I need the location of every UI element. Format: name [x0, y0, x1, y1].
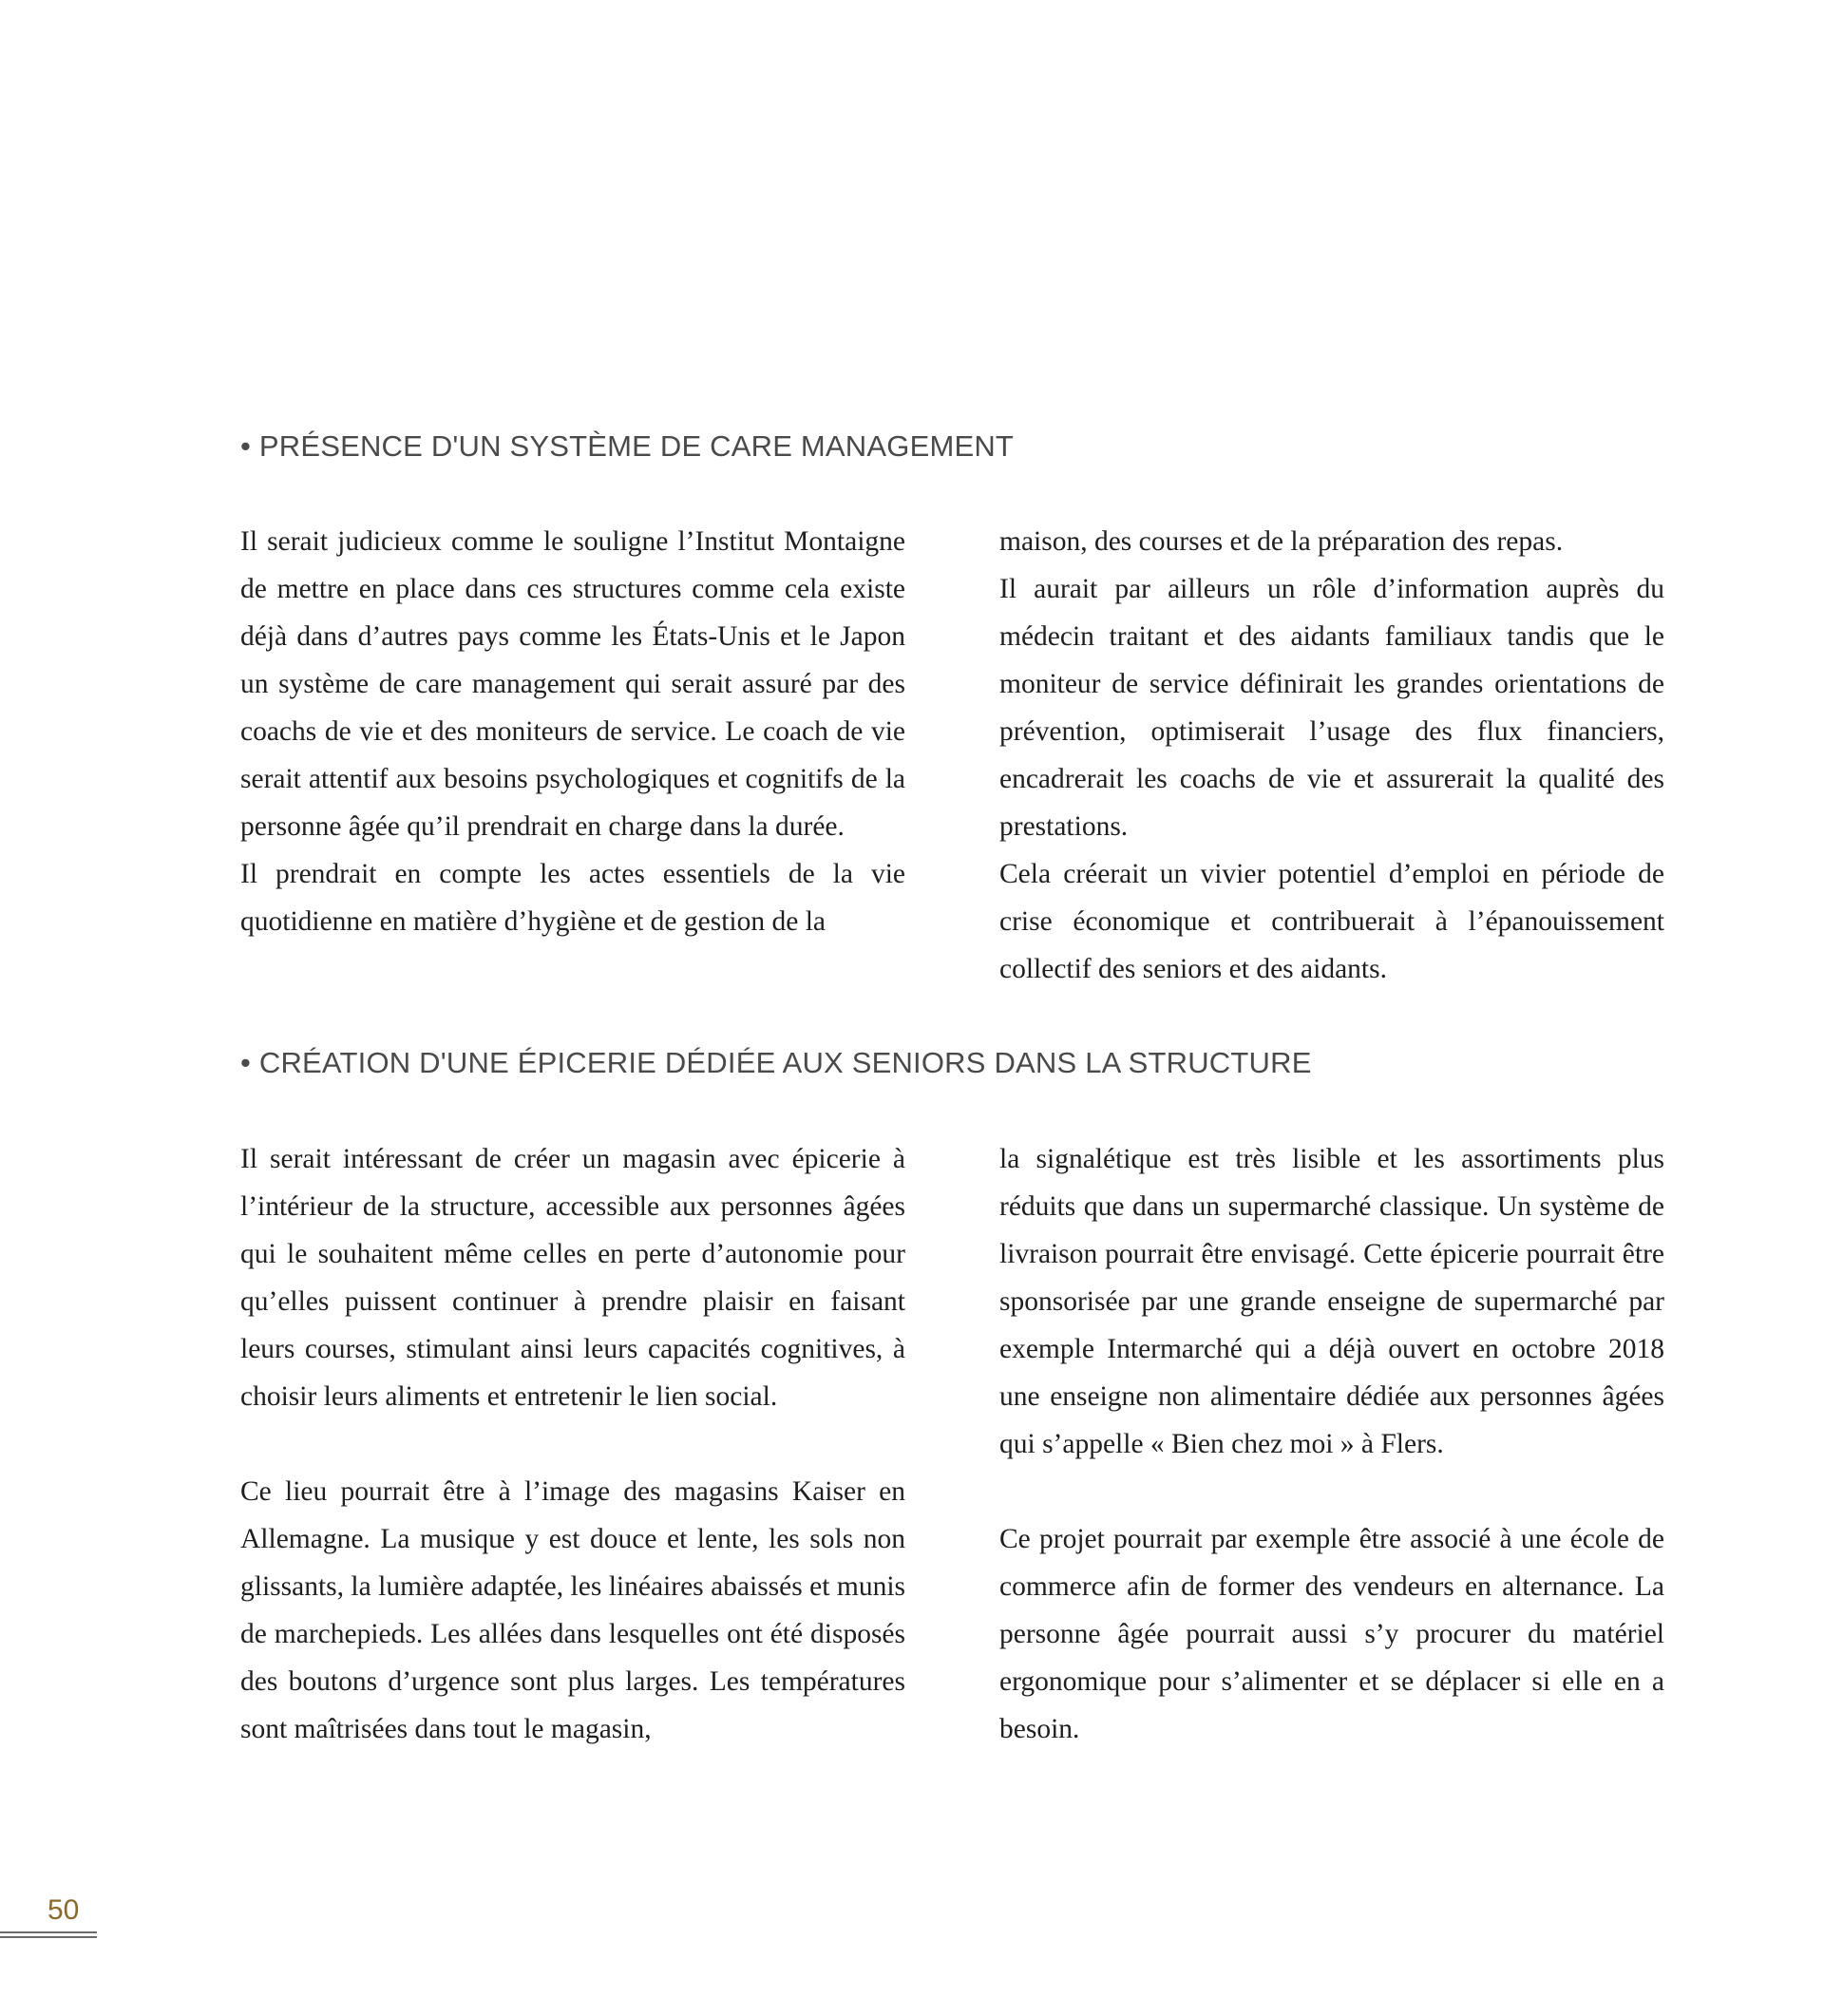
epicerie-paragraph: Ce projet pourrait par exemple être associé à une école de commerce afin de former des vendeurs en alternance. La personne âgée pourrait aussi s’y procurer du matériel ergonomique pour s’alimenter et se déplacer si elle en a besoin.: [999, 1524, 1664, 1744]
page-number-rule: [0, 1936, 97, 1938]
care-management-left-column: [240, 518, 905, 945]
care-management-paragraph: Il serait judicieux comme le souligne l’Institut Montaigne de mettre en place dans ces structures comme cela existe déjà dans d’autres pays comme les États-Unis et le Japon un système de care management qui serait assuré par des coachs de vie et des moniteurs de service. Le coach de vie serait attentif aux besoins psychologiques et cognitifs de la personne âgée qu’il prendrait en charge dans la durée.: [240, 526, 905, 842]
epicerie-left-column: [240, 1135, 905, 1753]
epicerie-right-column: [999, 1135, 1664, 1753]
epicerie-paragraph: Il serait intéressant de créer un magasin avec épicerie à l’intérieur de la structure, accessible aux personnes âgées qui le souhaitent même celles en perte d’autonomie pour qu’elles puissent continuer à prendre plaisir en faisant leurs courses, stimulant ainsi leurs capacités cognitives, à choisir leurs aliments et entretenir le lien social.: [240, 1144, 905, 1412]
care-management-paragraph: Il aurait par ailleurs un rôle d’information auprès du médecin traitant et des aidants familiaux tandis que le moniteur de service définirait les grandes orientations de prévention, optimiserait l’usage des flux financiers, encadrerait les coachs de vie et assurerait la qualité des prestations.: [999, 574, 1664, 842]
paragraph-spacer: [999, 1468, 1664, 1515]
epicerie-paragraph: Ce lieu pourrait être à l’image des magasins Kaiser en Allemagne. La musique y est douce et lente, les sols non glissants, la lumière adaptée, les linéaires abaissés et munis de marchepieds. Les allées dans lesquelles ont été disposés des boutons d’urgence sont plus larges. Les températures sont maîtrisées dans tout le magasin,: [240, 1476, 905, 1744]
paragraph-spacer: [240, 1420, 905, 1468]
section-heading-epicerie: • CRÉATION D'UNE ÉPICERIE DÉDIÉE AUX SENIORS DANS LA STRUCTURE: [240, 1046, 1312, 1079]
page-number: 50: [48, 1894, 80, 1926]
care-management-paragraph: Il prendrait en compte les actes essentiels de la vie quotidienne en matière d’hygiène et de gestion de la: [240, 859, 905, 937]
care-management-right-column: [999, 518, 1664, 993]
page-number-rule: [0, 1931, 97, 1933]
care-management-paragraph: Cela créerait un vivier potentiel d’emploi en période de crise économique et contribuerait à l’épanouissement collectif des seniors et des aidants.: [999, 859, 1664, 984]
care-management-paragraph: maison, des courses et de la préparation des repas.: [999, 526, 1564, 557]
section-heading-care-management: • PRÉSENCE D'UN SYSTÈME DE CARE MANAGEMENT: [240, 429, 1015, 463]
epicerie-paragraph: la signalétique est très lisible et les assortiments plus réduits que dans un supermarché classique. Un système de livraison pourrait être envisagé. Cette épicerie pourrait être sponsorisée par une grande enseigne de supermarché par exemple Intermarché qui a déjà ouvert en octobre 2018 une enseigne non alimentaire dédiée aux personnes âgées qui s’appelle « Bien chez moi » à Flers.: [999, 1144, 1664, 1459]
